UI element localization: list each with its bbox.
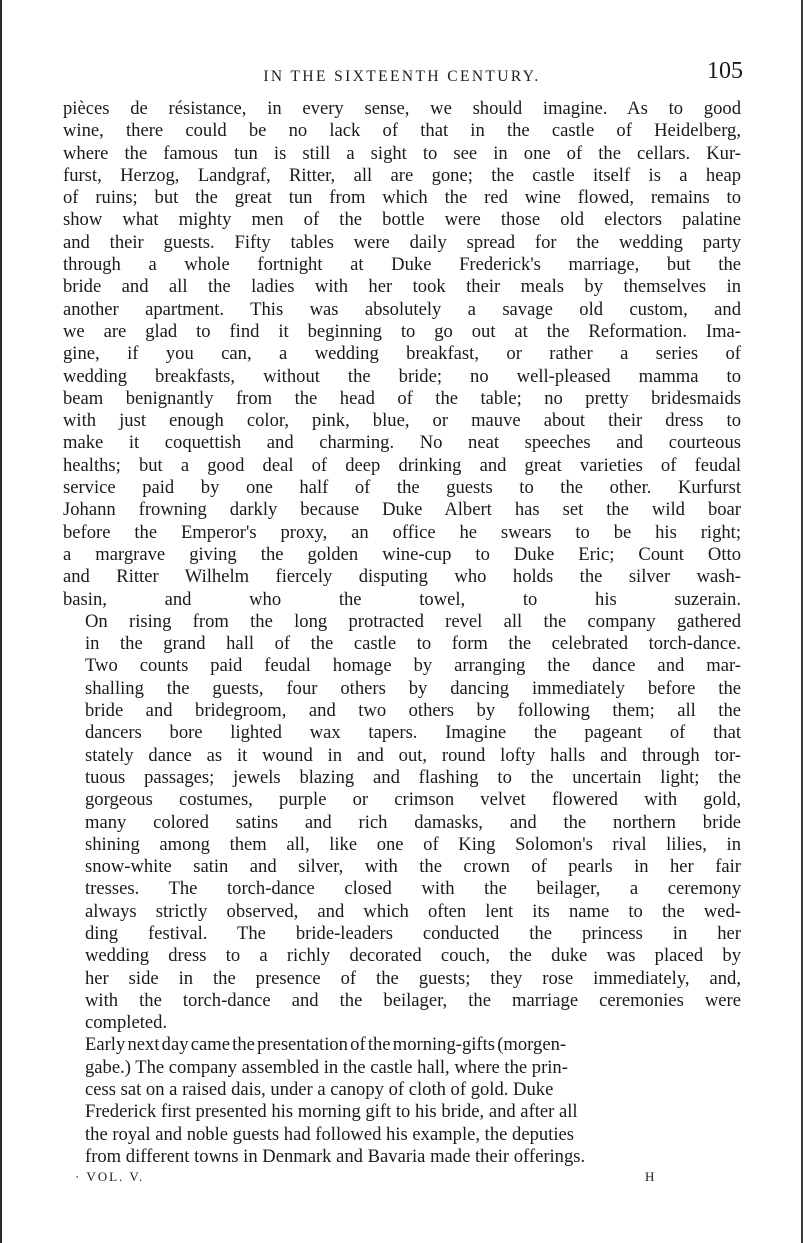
text-line: Early next day came the presentation of the morning-gifts (morgen- bbox=[85, 1034, 567, 1056]
text-line: basin, and who the towel, to his suzerain. bbox=[63, 588, 741, 610]
text-line: service paid by one half of the guests to the other. Kurfurst bbox=[63, 477, 741, 499]
text-line: tresses. The torch-dance closed with the beilager, a ceremony bbox=[85, 878, 741, 900]
text-line: bride and bridegroom, and two others by following them; all the bbox=[85, 700, 741, 722]
text-line: another apartment. This was absolutely a savage old custom, and bbox=[63, 298, 741, 320]
text-line: wine, there could be no lack of that in the castle of Heidelberg, bbox=[63, 120, 741, 142]
text-line: beam benignantly from the head of the table; no pretty bridesmaids bbox=[63, 387, 741, 409]
text-line: gorgeous costumes, purple or crimson velvet flowered with gold, bbox=[85, 789, 741, 811]
text-line: wedding breakfasts, without the bride; no well-pleased mamma to bbox=[63, 365, 741, 387]
text-line: gabe.) The company assembled in the castle hall, where the prin- bbox=[85, 1056, 568, 1078]
text-line: pièces de résistance, in every sense, we should imagine. As to good bbox=[63, 98, 741, 119]
text-line: gine, if you can, a wedding breakfast, or rather a series of bbox=[63, 343, 741, 365]
text-line: shining among them all, like one of King Solomon's rival lilies, in bbox=[85, 833, 741, 855]
text-line: from different towns in Denmark and Bavaria made their offerings. bbox=[85, 1145, 586, 1167]
text-line: stately dance as it wound in and out, round lofty halls and through tor- bbox=[85, 744, 741, 766]
text-line: snow-white satin and silver, with the crown of pearls in her fair bbox=[85, 856, 741, 878]
text-line: cess sat on a raised dais, under a canopy of cloth of gold. Duke bbox=[85, 1079, 554, 1101]
book-page bbox=[63, 58, 741, 1191]
text-line: show what mighty men of the bottle were those old electors palatine bbox=[63, 209, 741, 231]
text-line: many colored satins and rich damasks, and the northern bride bbox=[85, 811, 741, 833]
text-line: through a whole fortnight at Duke Frederick's marriage, but the bbox=[63, 254, 741, 276]
right-page-edge bbox=[801, 0, 803, 1243]
text-line: Johann frowning darkly because Duke Albert has set the wild boar bbox=[63, 499, 741, 521]
running-head bbox=[63, 58, 741, 98]
text-line: bride and all the ladies with her took their meals by themselves in bbox=[63, 276, 741, 298]
text-line: the royal and noble guests had followed his example, the deputies bbox=[85, 1123, 574, 1145]
paragraph-banquet bbox=[63, 98, 741, 611]
text-line: wedding dress to a richly decorated couch, the duke was placed by bbox=[85, 945, 741, 967]
text-line: make it coquettish and charming. No neat speeches and courteous bbox=[63, 432, 741, 454]
page-number: 105 bbox=[707, 58, 743, 84]
signature-mark: H bbox=[645, 1169, 655, 1185]
text-line: healths; but a good deal of deep drinking and great varieties of feudal bbox=[63, 454, 741, 476]
text-line: a margrave giving the golden wine-cup to Duke Eric; Count Otto bbox=[63, 543, 741, 565]
paragraph-torch-dance bbox=[63, 611, 741, 1035]
text-line: we are glad to find it beginning to go out at the Reformation. Ima- bbox=[63, 320, 741, 342]
text-line: Two counts paid feudal homage by arranging the dance and mar- bbox=[85, 655, 741, 677]
paragraph-morning-gifts bbox=[63, 1034, 741, 1168]
body-text bbox=[63, 98, 741, 1168]
left-page-edge bbox=[0, 0, 2, 1243]
page-footer bbox=[63, 1169, 741, 1191]
text-line: before the Emperor's proxy, an office he swears to be his right; bbox=[63, 521, 741, 543]
text-line: shalling the guests, four others by dancing immediately before the bbox=[85, 677, 741, 699]
text-line: with the torch-dance and the beilager, the marriage ceremonies were bbox=[85, 989, 741, 1011]
volume-marker: · VOL. V. bbox=[75, 1169, 145, 1185]
text-line: ding festival. The bride-leaders conducted the princess in her bbox=[85, 922, 741, 944]
text-line: furst, Herzog, Landgraf, Ritter, all are gone; the castle itself is a heap bbox=[63, 164, 741, 186]
text-line: tuous passages; jewels blazing and flashing to the uncertain light; the bbox=[85, 766, 741, 788]
text-line: and Ritter Wilhelm fiercely disputing who holds the silver wash- bbox=[63, 566, 741, 588]
text-line: Frederick first presented his morning gift to his bride, and after all bbox=[85, 1101, 578, 1123]
text-line: On rising from the long protracted revel all the company gathered bbox=[85, 610, 741, 632]
text-line: always strictly observed, and which often lent its name to the wed- bbox=[85, 900, 741, 922]
running-title: IN THE SIXTEENTH CENTURY. bbox=[263, 68, 541, 85]
text-line: in the grand hall of the castle to form the celebrated torch-dance. bbox=[85, 633, 741, 655]
text-line: of ruins; but the great tun from which the red wine flowed, remains to bbox=[63, 187, 741, 209]
text-line: with just enough color, pink, blue, or mauve about their dress to bbox=[63, 410, 741, 432]
text-line: her side in the presence of the guests; they rose immediately, and, bbox=[85, 967, 741, 989]
text-line: completed. bbox=[85, 1012, 168, 1034]
text-line: dancers bore lighted wax tapers. Imagine the pageant of that bbox=[85, 722, 741, 744]
text-line: where the famous tun is still a sight to see in one of the cellars. Kur- bbox=[63, 142, 741, 164]
text-line: and their guests. Fifty tables were daily spread for the wedding party bbox=[63, 231, 741, 253]
